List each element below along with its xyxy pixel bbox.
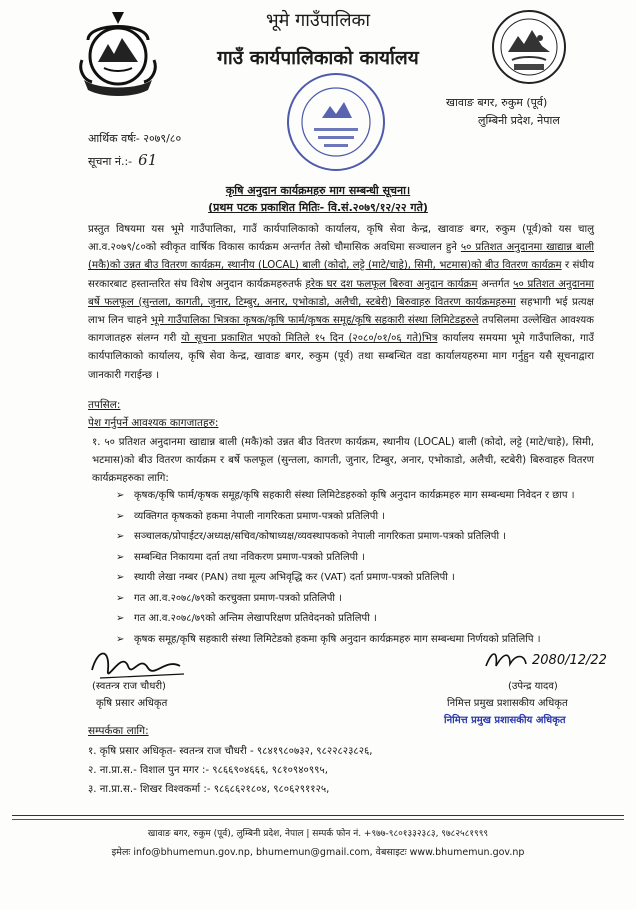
arrow-bullet-icon: ➢: [116, 572, 125, 583]
right-signer-name: (उपेन्द्र यादव): [508, 681, 558, 692]
contacts-list: [88, 742, 373, 799]
header-municipality-name: भूमे गाउँपालिका: [265, 10, 371, 31]
notice-title: कृषि अनुदान कार्यक्रमहरु माग सम्बन्धी सूचना।: [225, 184, 411, 197]
tapasil-heading: तपसिल:: [88, 399, 121, 411]
footer-divider: [12, 815, 624, 816]
header-province: लुम्बिनी प्रदेश, नेपाल: [478, 114, 560, 127]
contact-item: ३. ना.प्रा.स.- शिखर विश्वकर्मा :- ९८६८६२१८०४, ९८०६२९११२५,: [88, 784, 330, 795]
contact-item: २. ना.प्रा.स.- विशाल पुन मगर :- ९८६६९०४६६६, ९८१०९४०९९५,: [88, 765, 328, 776]
body-text: प्रस्तुत विषयमा यस भूमे गाउँपालिका, गाउँ कार्यपालिकाको कार्यालय, कृषि सेवा केन्द्र, खावाङ बगर, रुकुम (पूर्व)को यस चालु आ.व.२०७९/८०को स्वीकृत वार्षिक विकास कार्यक्रम अन्तर्गत तेस्रो चौमासिक अवधिमा सञ्चालन हुने: [88, 224, 594, 254]
body-text: र संघीय सरकारबाट हस्तान्तरित संघ विशेष अनुदान कार्यक्रमहरुतर्फ: [88, 260, 594, 290]
notice-subtitle: (प्रथम पटक प्रकाशित मितिः- वि.सं.२०७९/१२/२२ गते): [208, 201, 428, 214]
list-item: ➢ सञ्चालक/प्रोपाईटर/अध्यक्ष/सचिव/कोषाध्यक्ष/व्यवस्थापकको नेपाली नागरिकता प्रमाण-पत्रको प्रतिलिपी ।: [116, 531, 507, 542]
list-item: ➢ गत आ.व.२०७८/७९को करचुक्ता प्रमाण-पत्रको प्रतिलिपी ।: [116, 592, 342, 604]
header-address: खावाङ बगर, रुकुम (पूर्व): [446, 96, 548, 109]
program-item: १. ५० प्रतिशत अनुदानमा खाद्यान्न बाली (मकै)को उन्नत बीउ वितरण कार्यक्रम, स्थानीय (LOCAL) बाली (कोदो, लट्टे (माटे/चाहे), सिमी, भटमास)को बीउ वितरण कार्यक्रम र बर्षे फलफूल (सुन्तला, कागती, जुनार, टिम्बुर, अनार, एभोकाडो, अलैची, स्टबेरी) बिरुवाहरु वितरण कार्यक्रमहरुका लागि:: [92, 437, 594, 484]
body-text: सहभागी भई प्रत्यक्ष लाभ लिन चाहने: [88, 296, 594, 327]
notice-number: [88, 151, 157, 169]
office-seal-stamp: [284, 70, 388, 174]
footer-divider: [12, 819, 624, 820]
list-item: ➢ सम्बन्धित निकायमा दर्ता तथा नविकरण प्रमाण-पत्रको प्रतिलिपी ।: [116, 551, 365, 563]
list-item: ➢ कृषक/कृषि फार्म/कृषक समूह/कृषि सहकारी संस्था लिमिटेडहरुको कृषि अनुदान कार्यक्रमहरु माग सम्बन्धमा निवेदन र छाप ।: [116, 490, 575, 501]
documents-list: [116, 488, 594, 652]
footer-contact: इमेलः info@bhumemun.gov.np, bhumemun@gmail.com, वेबसाइटः www.bhumemun.gov.np: [111, 847, 525, 858]
body-text-underlined: भूमे गाउँपालिका भित्रका कृषक/कृषि फार्म/कृषक समूह/कृषि सहकारी संस्था लिमिटेडहरुले: [150, 315, 479, 327]
notice-body: [88, 221, 594, 385]
list-item: ➢ कृषक समूह/कृषि सहकारी संस्था लिमिटेडको हकमा कृषि अनुदान कार्यक्रमहरु माग सम्बन्धमा निर्णयको प्रतिलिपि ।: [116, 633, 541, 645]
body-text-underlined: यो सूचना प्रकाशित भएको मितिले १५ दिन (२०८०/०१/०६ गते)भित्र: [181, 333, 438, 345]
left-signer-title: कृषि प्रसार अधिकृत: [96, 698, 168, 709]
body-text-underlined: ५० प्रतिशत अनुदानमा खाद्यान्न बाली (मकै)को उन्नत बीउ वितरण कार्यक्रम, स्थानीय (LOCAL) बाली (कोदो, लट्टे (माटे/चाहे), सिमी, भटमास)को बीउ वितरण कार्यक्रम: [88, 242, 595, 272]
left-signer-name: (स्वतन्त्र राज चौधरी): [92, 681, 166, 692]
arrow-bullet-icon: ➢: [116, 592, 125, 604]
body-text-underlined: ५० प्रतिशत अनुदानमा बर्षे फलफूल (सुन्तला, कागती, जुनार, टिम्बुर, अनार, एभोकाडो, अलैची, स्टबेरी) बिरुवाहरु वितरण कार्यक्रमहरुमा: [88, 278, 595, 308]
arrow-bullet-icon: ➢: [116, 490, 125, 501]
right-signer-title: निमित्त प्रमुख प्रशासकीय अधिकृत: [447, 698, 568, 709]
list-item: ➢ व्यक्तिगत कृषकको हकमा नेपाली नागरिकता प्रमाण-पत्रको प्रतिलिपी ।: [116, 510, 386, 522]
list-item: ➢ स्थायी लेखा नम्बर (PAN) तथा मूल्य अभिवृद्धि कर (VAT) दर्ता प्रमाण-पत्रको प्रतिलिपी ।: [116, 572, 455, 583]
body-text: कार्यालय समयमा भूमे गाउँपालिका, गाउँ कार्यपालिकाको कार्यालय, कृषि सेवा केन्द्र, खावाङ बगर, रुकुम (पूर्व) तथा सम्बन्धित वडा कार्यालयहरुमा माग गर्नुहुन यसै सूचनाद्वारा जानकारी गराईन्छ ।: [88, 333, 594, 381]
footer-address: खावाङ बगर, रुकुम (पूर्व), लुम्बिनी प्रदेश, नेपाल | सम्पर्क फोन नं. +९७७-९८०१३३२३८३, ९७८२५८१९९९: [147, 829, 489, 839]
body-text: तपसिलमा उल्लेखित आवश्यक कागजातहरु संलग्न गरी: [88, 315, 594, 345]
arrow-bullet-icon: ➢: [116, 613, 125, 624]
notice-number-value: 61: [138, 151, 158, 169]
fiscal-year: आर्थिक वर्षः- २०७९/८०: [88, 132, 182, 145]
arrow-bullet-icon: ➢: [116, 531, 125, 542]
header-office-name: गाउँ कार्यपालिकाको कार्यालय: [217, 47, 419, 69]
arrow-bullet-icon: ➢: [116, 551, 125, 563]
contact-item: १. कृषि प्रसार अधिकृत- स्वतन्त्र राज चौधरी - ९८४१९८०७३२, ९८२२८२३८२६,: [88, 746, 373, 757]
documents-heading: पेश गर्नुपर्ने आवश्यक कागजातहरु:: [88, 417, 219, 429]
arrow-bullet-icon: ➢: [116, 510, 125, 522]
list-item: ➢ गत आ.व.२०७८/७९को अन्तिम लेखापरिक्षण प्रतिवेदनको प्रतिलिपी ।: [116, 613, 377, 624]
notice-number-label: सूचना नं.:-: [88, 155, 133, 168]
arrow-bullet-icon: ➢: [116, 633, 125, 645]
body-text-underlined: हरेक घर दश फलफूल बिरुवा अनुदान कार्यक्रम: [305, 278, 478, 290]
right-signature: [480, 640, 620, 680]
body-text: अन्तर्गत: [481, 278, 510, 290]
designation-stamp: निमित्त प्रमुख प्रशासकीय अधिकृत: [444, 715, 566, 726]
contacts-heading: सम्पर्कका लागि:: [88, 725, 149, 737]
signature-date: 2080/12/22: [532, 653, 607, 668]
